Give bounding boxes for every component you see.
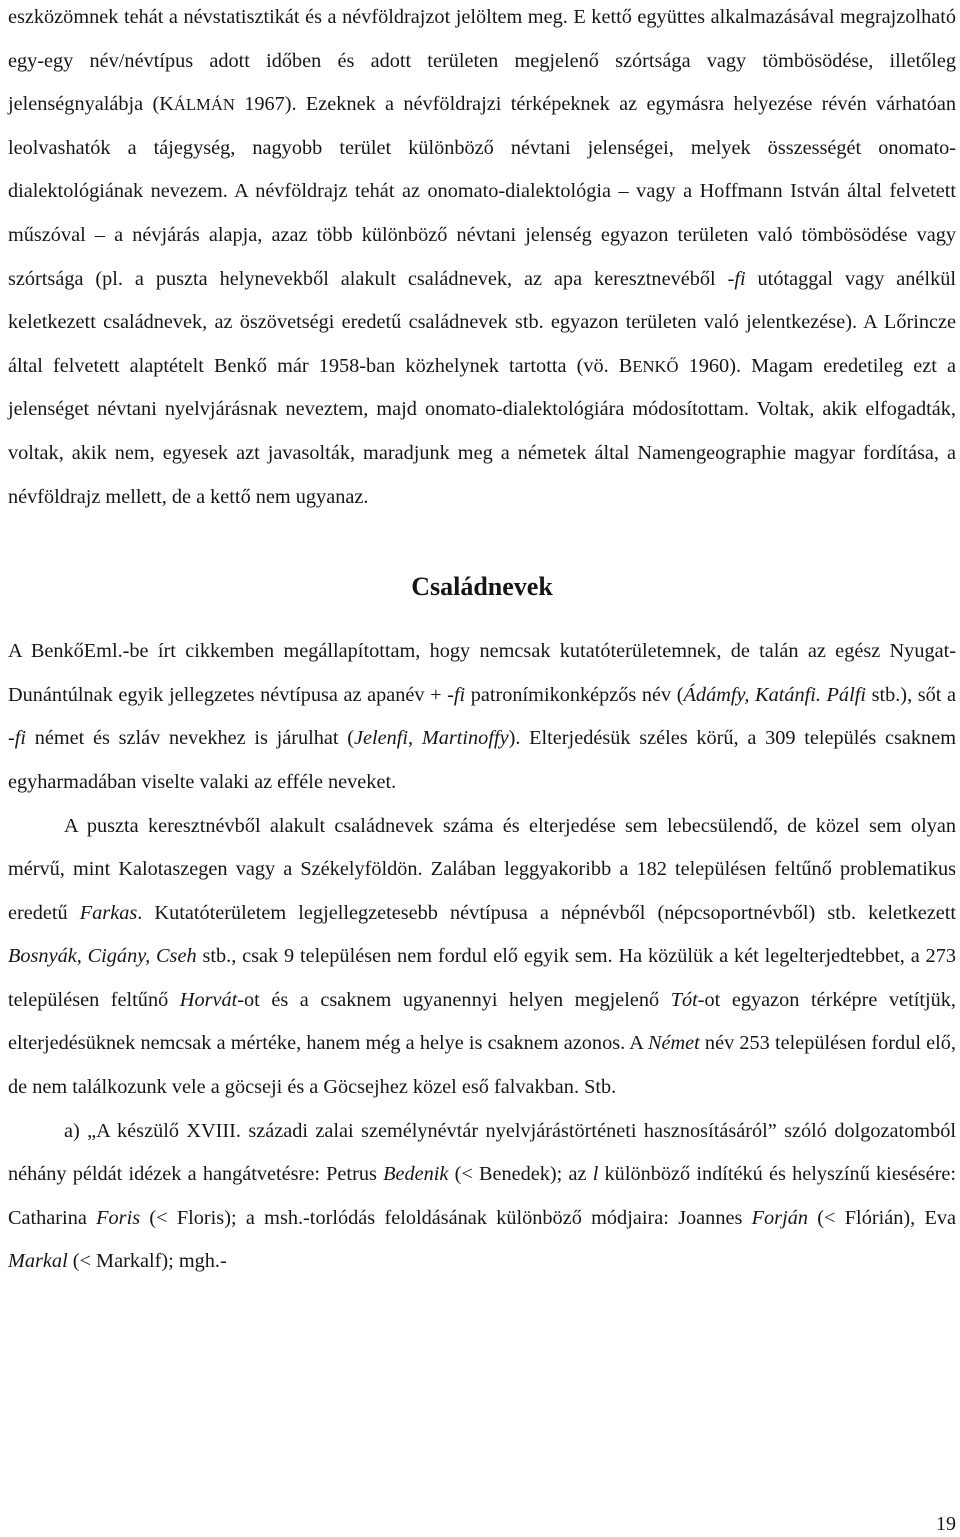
author-smallcaps: ENKŐ (632, 356, 679, 376)
text-run: eszközömnek tehát a névstatisztikát és a névföldrajzot jelöltem meg. E kettő együttes alkalmazásával megrajzolható egy-egy név/névtípus adott időben és adott területen megjelenő szórtsága vagy tömbösödése, illetőleg jelenségnyalábja (K (8, 6, 956, 116)
page-number: 19 (936, 1513, 956, 1535)
author-smallcaps: ÁLMÁN (173, 95, 235, 115)
italic-term: -fi (8, 727, 27, 750)
paragraph-keresztnev (8, 805, 956, 1110)
paragraph-benko (8, 630, 956, 804)
italic-term: Német (647, 1032, 700, 1055)
italic-term: Bosnyák, Cigány, Cseh (8, 945, 197, 968)
text-run: 1967). Ezeknek a névföldrajzi térképeknek az egymásra helyezése révén várhatóan leolvashatók a tájegység, nagyobb terület különböző névtani jelenségei, melyek összességét onomato-dialektológiának nevezem. A névföldrajz tehát az onomato-dialektológia – vagy a Hoffmann István által felvetett műszóval – a névjárás alapja, azaz több különböző névtani jelenség egyazon területen való tömbösödése vagy szórtsága (pl. a puszta helynevekből alakult családnevek, az apa keresztnevéből - (8, 93, 956, 290)
italic-term: Horvát (179, 988, 238, 1011)
text-run: -ot egyazon térképre vetítjük, elterjedésüknek nemcsak a mértéke, hanem még a helye is csaknem azonos. A (8, 988, 956, 1055)
italic-term: Jelenfi, Martinoffy (354, 727, 509, 750)
italic-term: Tót (670, 988, 698, 1011)
text-run: stb.), sőt a (865, 683, 956, 706)
text-run: (< Markalf); mgh.- (67, 1250, 227, 1273)
text-run: német és szláv nevekhez is járulhat ( (26, 727, 354, 750)
text-run: különböző indítékú és helyszínű kiesésére: Catharina (8, 1163, 956, 1229)
text-run: (< Benedek); az (448, 1163, 593, 1186)
text-run: stb., csak 9 településen nem fordul elő egyik sem. Ha közülük a két legelterjedtebbet, a 273 településen feltűnő (8, 945, 956, 1011)
italic-term: Forján (751, 1206, 808, 1229)
text-run: név 253 településen fordul elő, de nem találkozunk vele a göcseji és a Göcsejhez közel eső falvakban. Stb. (8, 1032, 956, 1099)
italic-term: -fi (447, 683, 466, 706)
text-run: A BenkőEml.-be írt cikkemben megállapítottam, hogy nemcsak kutatóterületemnek, de talán az egész Nyugat-Dunántúlnak egyik jellegzetes névtípusa az apanév + (8, 640, 956, 706)
text-run: -ot és a csaknem ugyanennyi helyen megjelenő (237, 988, 671, 1011)
italic-term: Farkas (79, 901, 138, 924)
text-run: ). Elterjedésük széles körű, a 309 település csaknem egyharmadában viselte valaki az efféle neveket. (8, 727, 956, 793)
text-run: a) „A készülő XVIII. századi zalai személynévtár nyelvjárástörténeti hasznosításáról” szóló dolgozatomból néhány példát idézek a hangátvetésre: Petrus (8, 1119, 956, 1186)
italic-term: fi (734, 267, 746, 290)
text-run: utótaggal vagy anélkül keletkezett családnevek, az öszövetségi eredetű családnevek stb. egyazon területen való jelentkezése). A Lőrincze által felvetett alaptételt Benkő már 1958-ban közhelynek tartotta (vö. B (8, 267, 956, 377)
italic-term: Ádámfy, Katánfi. Pálfi (683, 683, 866, 706)
italic-term: Bedenik (383, 1163, 449, 1186)
italic-term: Foris (96, 1206, 141, 1229)
text-run: (< Flórián), Eva (808, 1206, 957, 1229)
section-heading: Családnevek (411, 572, 553, 602)
italic-term: l (592, 1163, 599, 1186)
paragraph-intro (8, 0, 956, 519)
document-page (8, 0, 956, 1284)
paragraph-example-a (8, 1110, 956, 1284)
italic-term: Markal (8, 1250, 68, 1273)
text-run: . Kutatóterületem legjellegzetesebb névtípusa a népnévből (népcsoportnévből) stb. keletkezett (137, 901, 956, 924)
text-run: patronímikonképzős név ( (465, 683, 684, 706)
text-run: A puszta keresztnévből alakult családnevek száma és elterjedése sem lebecsülendő, de közel sem olyan mérvű, mint Kalotaszegen vagy a Székelyföldön. Zalában leggyakoribb a 182 településen feltűnő problematikus eredetű (8, 814, 956, 924)
text-run: (< Floris); a msh.-torlódás feloldásának különböző módjaira: Joannes (140, 1206, 752, 1229)
text-run: 1960). Magam eredetileg ezt a jelenséget névtani nyelvjárásnak neveztem, majd onomato-dialektológiára módosítottam. Voltak, akik elfogadták, voltak, akik nem, egyesek azt javasolták, maradjunk meg a németek által Namengeographie magyar fordítása, a névföldrajz mellett, de a kettő nem ugyanaz. (8, 354, 957, 508)
